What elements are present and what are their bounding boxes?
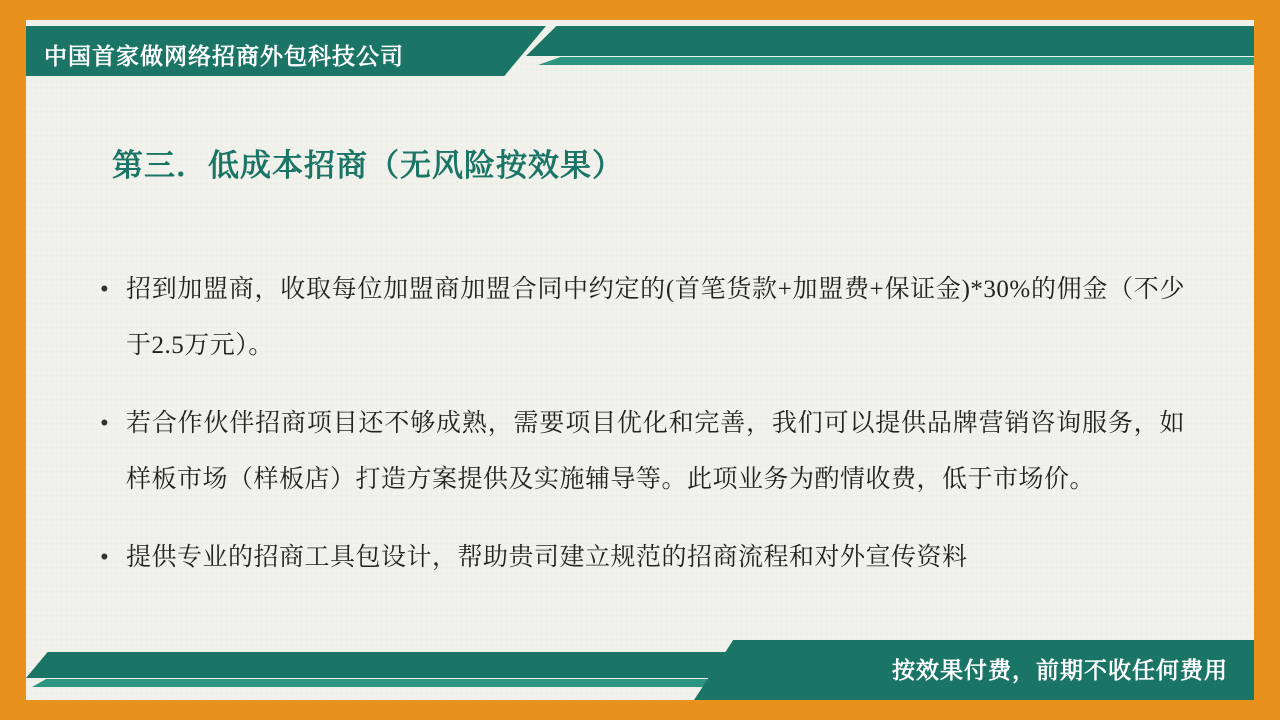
header-stripe-primary — [526, 26, 1254, 56]
footer-stripe-primary — [26, 652, 746, 678]
list-item-text: 若合作伙伴招商项目还不够成熟，需要项目优化和完善，我们可以提供品牌营销咨询服务，如样板市场（样板店）打造方案提供及实施辅导等。此项业务为酌情收费，低于市场价。 — [126, 410, 1185, 493]
footer-stripe-secondary — [32, 679, 738, 687]
footer-slogan: 按效果付费，前期不收任何费用 — [892, 657, 1228, 683]
list-item — [100, 396, 1185, 508]
slide-header-band — [26, 26, 1254, 76]
list-item — [100, 262, 1185, 374]
list-item-text: 提供专业的招商工具包设计，帮助贵司建立规范的招商流程和对外宣传资料 — [126, 544, 968, 571]
list-item-text: 招到加盟商，收取每位加盟商加盟合同中约定的(首笔货款+加盟费+保证金)*30%的佣金（不少于2.5万元）。 — [126, 276, 1185, 359]
bullet-marker-icon: • — [100, 544, 109, 571]
bullet-marker-icon: • — [100, 276, 109, 303]
slide-footer-band — [26, 640, 1254, 700]
list-item — [100, 530, 1185, 586]
bullet-list — [100, 262, 1185, 608]
company-tagline: 中国首家做网络招商外包科技公司 — [44, 43, 404, 69]
page-title: 第三．低成本招商（无风险按效果） — [112, 148, 624, 183]
bullet-marker-icon: • — [100, 410, 109, 437]
header-stripe-secondary — [538, 57, 1254, 65]
